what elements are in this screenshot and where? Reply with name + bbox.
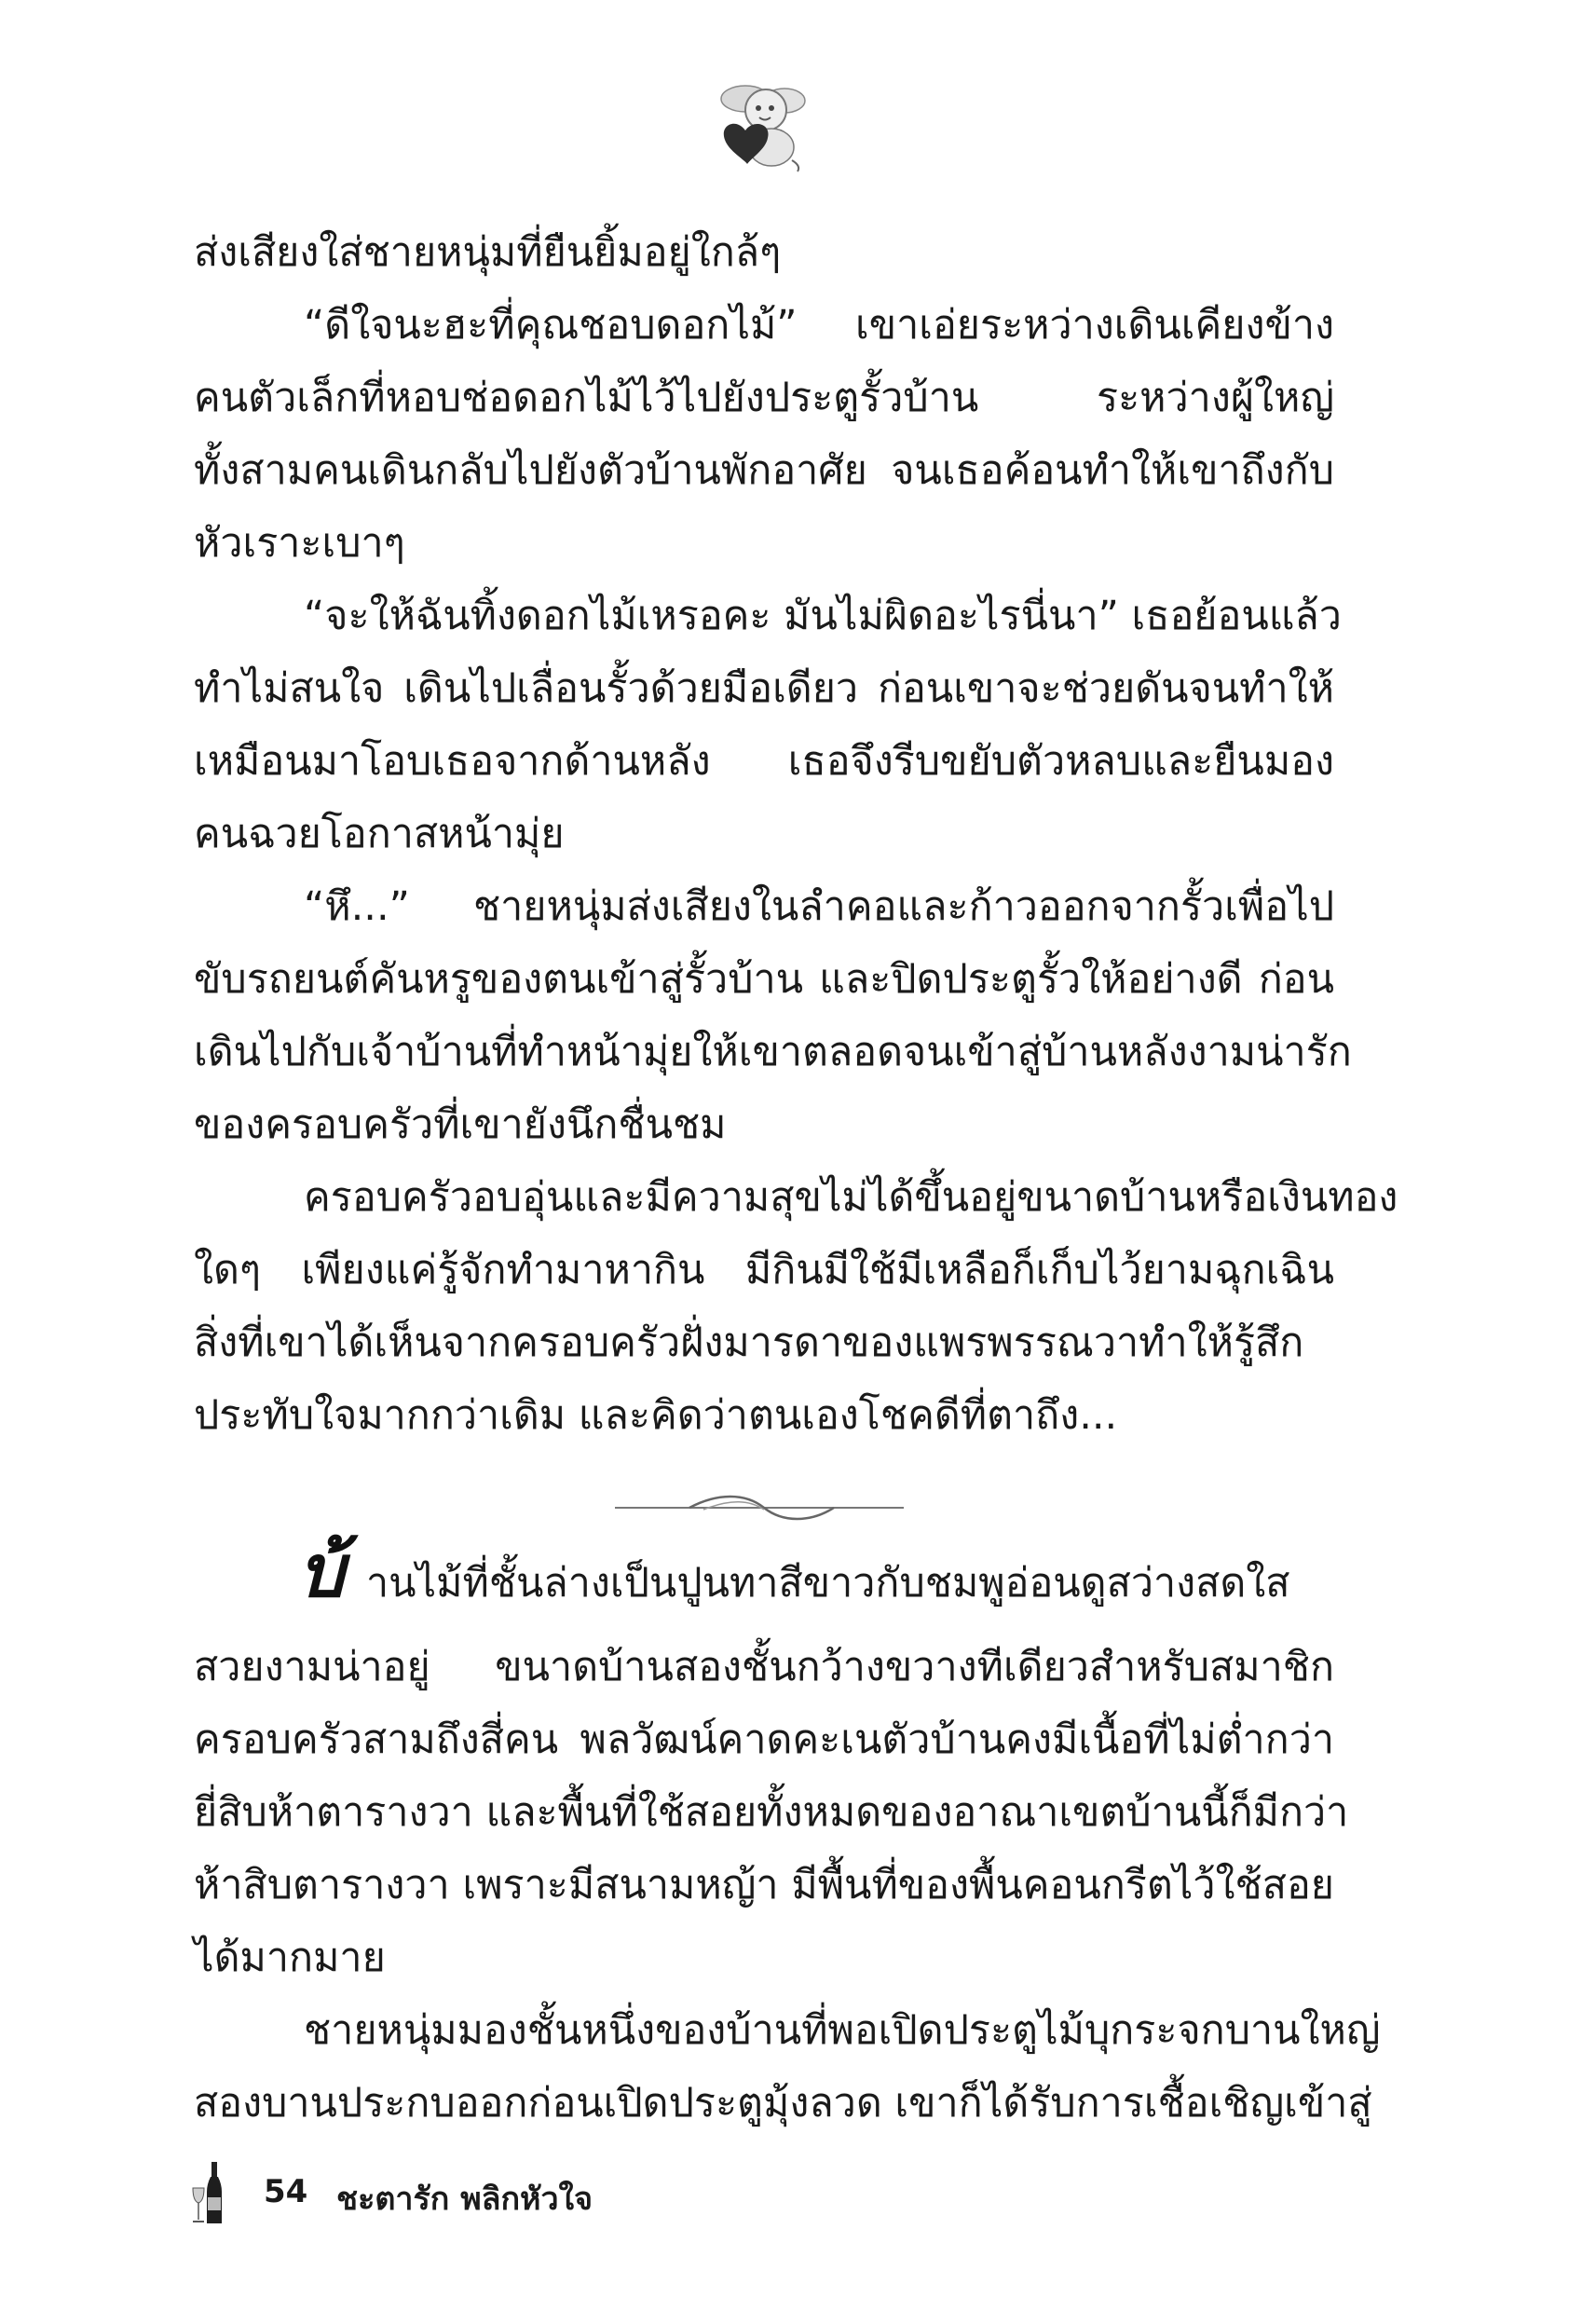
- text-line: านไม้ที่ชั้นล่างเป็นปูนทาสีขาวกับชมพูอ่อนดูสว่างสดใส: [366, 1560, 1290, 1607]
- text-line: ขับรถยนต์คันหรูของตนเข้าสู่รั้วบ้าน และปิดประตูรั้วให้อย่างดี ก่อน: [194, 956, 1334, 1003]
- text-line: เดินไปกับเจ้าบ้านที่ทำหน้ามุ่ยให้เขาตลอดจนเข้าสู่บ้านหลังงามน่ารัก: [194, 1029, 1352, 1075]
- text-line: เหมือนมาโอบเธอจากด้านหลัง เธอจึงรีบขยับตัวหลบและยืนมอง: [194, 738, 1334, 785]
- text-line: ส่งเสียงใส่ชายหนุ่มที่ยืนยิ้มอยู่ใกล้ๆ: [194, 229, 782, 276]
- page-footer: [191, 2160, 843, 2225]
- text-line: ครอบครัวอบอุ่นและมีความสุขไม่ได้ขึ้นอยู่ขนาดบ้านหรือเงินทอง: [304, 1174, 1398, 1221]
- book-title: ชะตารัก พลิกหัวใจ: [336, 2181, 593, 2218]
- paragraph-block-top: [194, 216, 1398, 1452]
- text-line: ของครอบครัวที่เขายังนึกชื่นชม: [194, 1101, 727, 1148]
- text-line: ชายหนุ่มมองชั้นหนึ่งของบ้านที่พอเปิดประตูไม้บุกระจกบานใหญ่: [304, 2007, 1381, 2054]
- drop-cap: บ้: [298, 1529, 345, 1614]
- wine-bottle-icon: [191, 2160, 228, 2225]
- text-line: “หึ...” ชายหนุ่มส่งเสียงในลำคอและก้าวออกจากรั้วเพื่อไป: [304, 883, 1334, 930]
- text-line: ทั้งสามคนเดินกลับไปยังตัวบ้านพักอาศัย จนเธอค้อนทำให้เขาถึงกับ: [194, 447, 1334, 494]
- text-line: ห้าสิบตารางวา เพราะมีสนามหญ้า มีพื้นที่ของพื้นคอนกรีตไว้ใช้สอย: [194, 1862, 1334, 1908]
- paragraph-block-bottom: [194, 1528, 1381, 2140]
- text-line: ทำไม่สนใจ เดินไปเลื่อนรั้วด้วยมือเดียว ก่อนเขาจะช่วยดันจนทำให้: [194, 665, 1334, 712]
- text-line: คนตัวเล็กที่หอบช่อดอกไม้ไว้ไปยังประตูรั้วบ้าน ระหว่างผู้ใหญ่: [194, 375, 1334, 421]
- dropcap-line: [194, 1528, 1334, 1631]
- cupid-heart-icon: [708, 73, 811, 175]
- text-line: สวยงามน่าอยู่ ขนาดบ้านสองชั้นกว้างขวางทีเดียวสำหรับสมาชิก: [194, 1644, 1334, 1690]
- text-line: ประทับใจมากกว่าเดิม และคิดว่าตนเองโชคดีที่ตาถึง...: [194, 1392, 1118, 1439]
- text-line: คนฉวยโอกาสหน้ามุ่ย: [194, 811, 565, 857]
- page-number: 54: [264, 2173, 308, 2210]
- text-line: หัวเราะเบาๆ: [194, 520, 405, 567]
- text-line: ใดๆ เพียงแค่รู้จักทำมาหากิน มีกินมีใช้มีเหลือก็เก็บไว้ยามฉุกเฉิน: [194, 1247, 1334, 1293]
- text-line: “ดีใจนะฮะที่คุณชอบดอกไม้” เขาเอ่ยระหว่างเดินเคียงข้าง: [304, 302, 1334, 349]
- text-line: สิ่งที่เขาได้เห็นจากครอบครัวฝั่งมารดาของแพรพรรณวาทำให้รู้สึก: [194, 1320, 1304, 1366]
- ornament-divider: [615, 1489, 904, 1526]
- text-line: “จะให้ฉันทิ้งดอกไม้เหรอคะ มันไม่ผิดอะไรนี่นา” เธอย้อนแล้ว: [304, 593, 1342, 639]
- text-line: สองบานประกบออกก่อนเปิดประตูมุ้งลวด เขาก็ได้รับการเชื้อเชิญเข้าสู่: [194, 2080, 1372, 2126]
- text-line: ครอบครัวสามถึงสี่คน พลวัฒน์คาดคะเนตัวบ้านคงมีเนื้อที่ไม่ต่ำกว่า: [194, 1716, 1334, 1763]
- text-line: ยี่สิบห้าตารางวา และพื้นที่ใช้สอยทั้งหมดของอาณาเขตบ้านนี้ก็มีกว่า: [194, 1789, 1349, 1836]
- text-line: ได้มากมาย: [194, 1935, 386, 1981]
